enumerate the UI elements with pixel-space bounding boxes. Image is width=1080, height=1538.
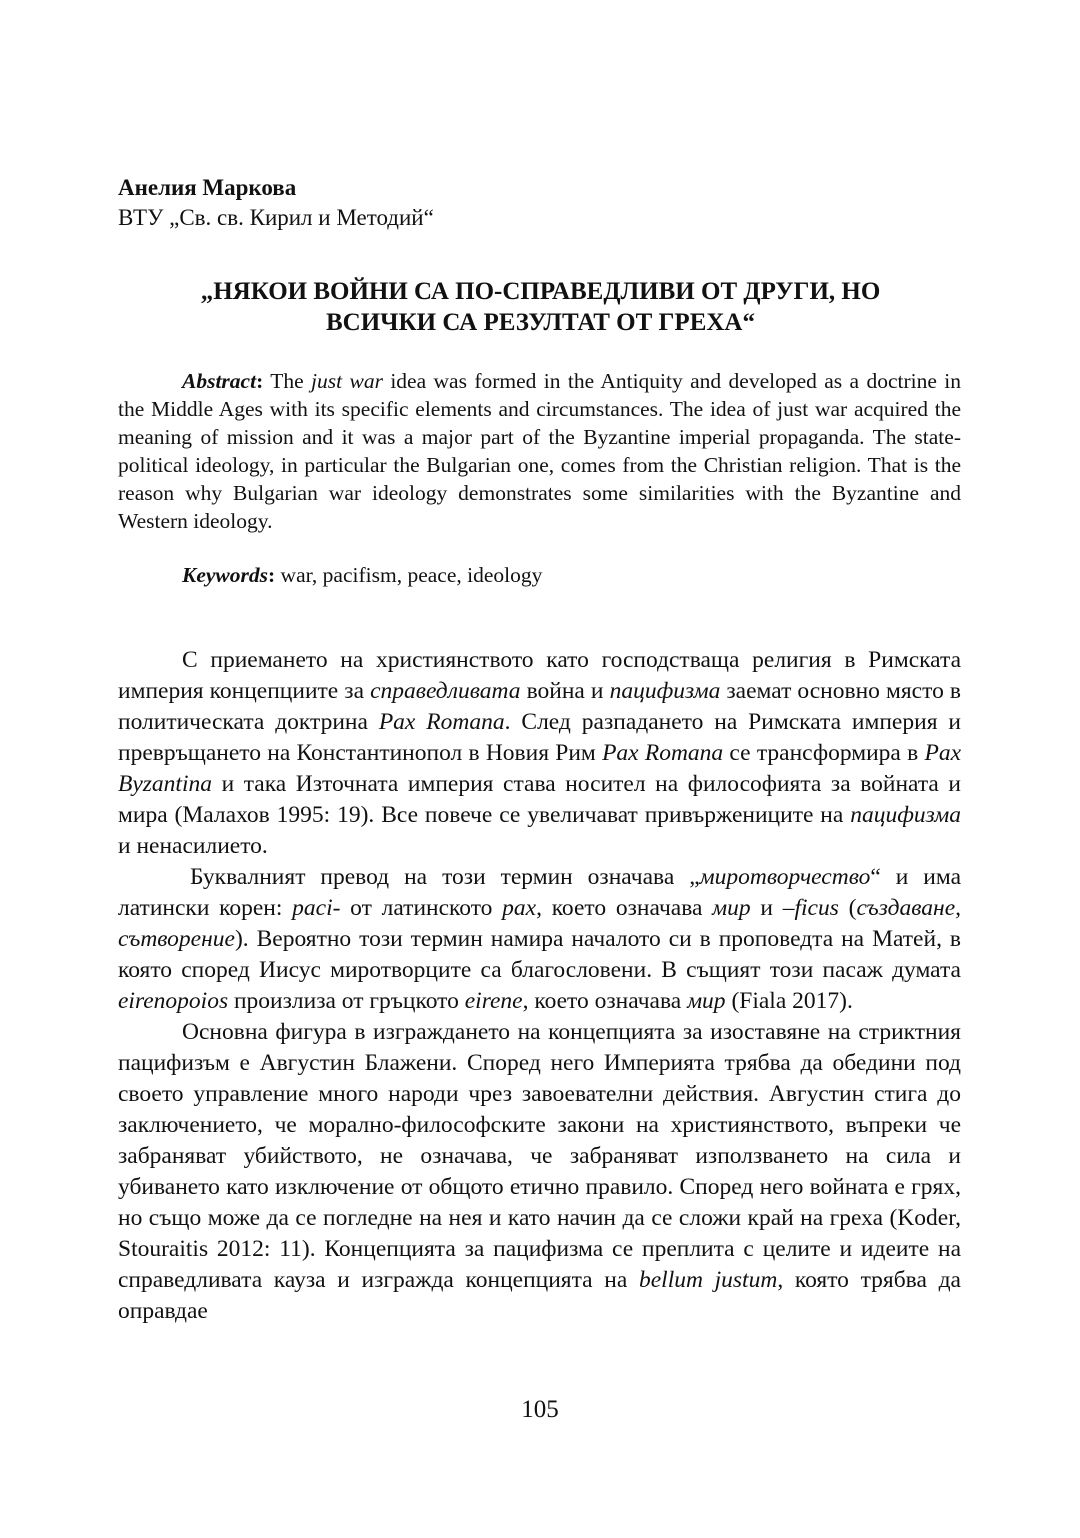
abstract-label: Abstract <box>182 369 257 393</box>
author-name: Анелия Маркова <box>118 175 297 200</box>
italic-run: eirene <box>464 988 523 1014</box>
title-line-2: ВСИЧКИ СА РЕЗУЛТАТ ОТ ГРЕХА“ <box>325 309 755 336</box>
keywords-text: war, pacifism, peace, ideology <box>275 563 543 587</box>
text-run: , което означава <box>536 895 713 921</box>
text-run: произлиза от гръцкото <box>228 988 465 1014</box>
abstract-text: The <box>263 369 312 393</box>
keywords <box>118 561 961 589</box>
italic-run: bellum justum <box>638 1267 778 1293</box>
italic-run: пацифизма <box>850 802 961 828</box>
abstract-text: idea was formed in the Antiquity and developed as a doctrine in the Middle Ages with its specific elements and circumstances. The idea of just war acquired the meaning of mission and it was a major part of the Byzantine imperial propaganda. The state-political ideology, in particular the Bulgarian one, comes from the Christian religion. That is the reason why Bulgarian war ideology demonstrates some similarities with the Byzantine and Western ideology. <box>118 369 961 533</box>
body-text <box>118 645 961 1327</box>
author-block <box>118 173 434 233</box>
italic-run: Pax Byzantina <box>118 740 962 797</box>
keywords-paragraph <box>118 561 961 589</box>
text-run: от латинското <box>340 895 503 921</box>
text-run: ). Вероятно този термин намира началото си в проповедта на Матей, в която според Иисус миротворците са благословени. В същият този пасаж думата <box>118 926 961 983</box>
italic-run: Pax Romana <box>602 740 724 766</box>
body-paragraph-1 <box>118 645 961 862</box>
abstract-colon: : <box>256 369 264 393</box>
italic-run: Pax Romana <box>378 709 505 735</box>
italic-run: –ficus <box>782 895 839 921</box>
body-paragraph-2 <box>118 862 961 1017</box>
text-run: С приемането на християнството като господстваща религия в Римската империя концепциите за <box>118 647 961 704</box>
text-run: се трансформира в <box>723 740 925 766</box>
article-title <box>118 276 963 338</box>
text-run: Основна фигура в изграждането на концепцията за изоставяне на стриктния пацифизъм е Августин Блажени. Според него Империята трябва да обедини под своето управление много народи чрез завоевателни действия. Августин стига до заключението, че морално-философските закони на християнството, въпреки че забраняват убийството, не означава, че забраняват използването на сила и убиването като изключение от общото етично правило. Според него войната е грях, но също може да се погледне на нея и като начин да се сложи край на греха (Koder, Stouraitis 2012: 11). Концепцията за пацифизма се преплита с целите и идеите на справедливата кауза и изгражда концепцията на <box>118 1019 961 1293</box>
text-run: ( <box>838 895 857 921</box>
author-affiliation: ВТУ „Св. св. Кирил и Методий“ <box>118 205 434 230</box>
abstract-emphasis: just war <box>311 369 383 393</box>
text-run: и <box>750 895 783 921</box>
body-paragraph-3 <box>118 1017 961 1327</box>
title-line-1: „НЯКОИ ВОЙНИ СА ПО-СПРАВЕДЛИВИ ОТ ДРУГИ, НО <box>200 278 881 305</box>
italic-run: създаване, сътворение <box>118 895 962 952</box>
italic-run: миротворчество <box>699 864 871 890</box>
italic-run: справедливата <box>370 678 521 704</box>
text-run: Буквалният превод на този термин означава „ <box>190 864 700 890</box>
text-run: война и <box>520 678 610 704</box>
page-number: 105 <box>521 1396 559 1423</box>
text-run: и така Източната империя става носител на философията за войната и мира (Малахов 1995: 19). Все повече се увеличават привържениците на <box>118 771 961 828</box>
italic-run: мир <box>687 988 726 1014</box>
text-run: . След разпадането на Римската империя и превръщането на Константинопол в Новия Рим <box>118 709 961 766</box>
keywords-colon: : <box>268 563 276 587</box>
italic-run: eirenopoios <box>118 988 229 1014</box>
text-run: , която трябва да оправдае <box>118 1267 961 1324</box>
italic-run: пацифизма <box>609 678 721 704</box>
italic-run: pax <box>502 895 537 921</box>
italic-run: мир <box>712 895 751 921</box>
abstract-paragraph <box>118 367 961 535</box>
keywords-label: Keywords <box>182 563 268 587</box>
abstract <box>118 367 961 535</box>
text-run: , което означава <box>522 988 688 1014</box>
text-run: “ и има латински корен: <box>118 864 961 921</box>
italic-run: paci- <box>292 895 341 921</box>
text-run: и ненасилието. <box>118 833 268 859</box>
text-run: заемат основно място в политическата доктрина <box>118 678 961 735</box>
text-run: (Fiala 2017). <box>725 988 853 1014</box>
